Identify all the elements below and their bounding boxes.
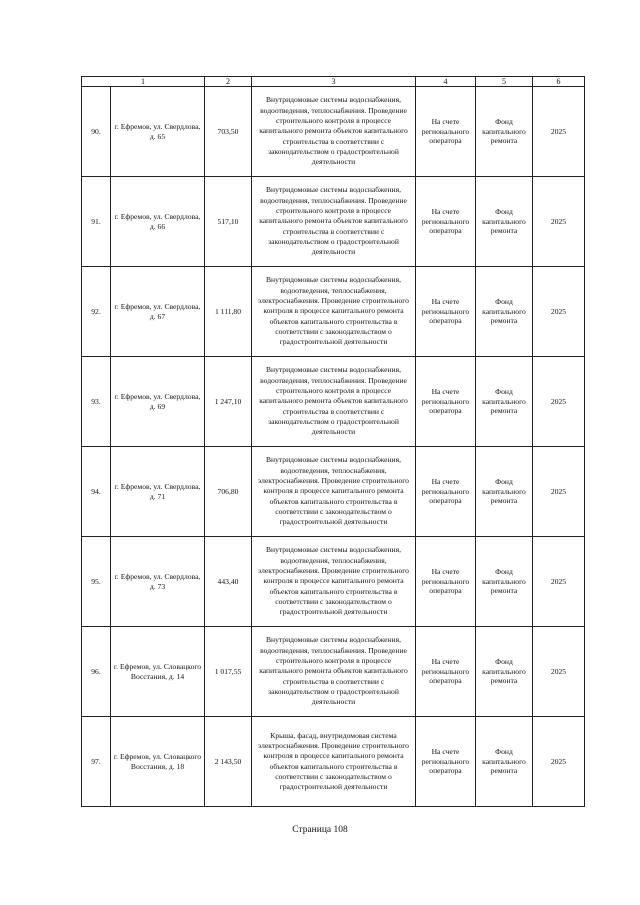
table-row: [82, 537, 585, 627]
works-cell: Внутридомовые системы водоснабжения, водоотведения, теплоснабжения. Проведение строительного контроля в процессе капитального ремонта объектов капитального строительства в соответствии с законодательством о градостроительной деятельности: [252, 177, 416, 267]
row-number: 95.: [82, 537, 111, 627]
area-cell: 706,80: [205, 447, 252, 537]
table-body: [82, 87, 585, 807]
area-cell: 1 017,55: [205, 627, 252, 717]
account-cell: На счете регионального оператора: [416, 627, 476, 717]
area-cell: 1 247,10: [205, 357, 252, 447]
header-col-5: 5: [476, 77, 533, 87]
table-row: [82, 447, 585, 537]
year-cell: 2025: [533, 177, 585, 267]
row-number: 91.: [82, 177, 111, 267]
source-cell: Фонд капитального ремонта: [476, 87, 533, 177]
header-col-1: 1: [82, 77, 205, 87]
works-cell: Внутридомовые системы водоснабжения, водоотведения, теплоснабжения, электроснабжения. Проведение строительного контроля в процессе капитального ремонта объектов капитального строительства в соответствии с законодательством о градостроительной деятельности: [252, 267, 416, 357]
area-cell: 703,50: [205, 87, 252, 177]
row-number: 96.: [82, 627, 111, 717]
row-number: 93.: [82, 357, 111, 447]
address-cell: г. Ефремов, ул. Свердлова, д. 73: [111, 537, 205, 627]
source-cell: Фонд капитального ремонта: [476, 717, 533, 807]
account-cell: На счете регионального оператора: [416, 537, 476, 627]
works-cell: Внутридомовые системы водоснабжения, водоотведения, теплоснабжения, электроснабжения. Проведение строительного контроля в процессе капитального ремонта объектов капитального строительства в соответствии с законодательством о градостроительной деятельности: [252, 537, 416, 627]
source-cell: Фонд капитального ремонта: [476, 177, 533, 267]
source-cell: Фонд капитального ремонта: [476, 447, 533, 537]
table-row: [82, 627, 585, 717]
year-cell: 2025: [533, 267, 585, 357]
area-cell: 517,10: [205, 177, 252, 267]
table-header: [82, 77, 585, 87]
address-cell: г. Ефремов, ул. Словацкого Восстания, д. 14: [111, 627, 205, 717]
account-cell: На счете регионального оператора: [416, 447, 476, 537]
address-cell: г. Ефремов, ул. Свердлова, д. 65: [111, 87, 205, 177]
address-cell: г. Ефремов, ул. Словацкого Восстания, д. 18: [111, 717, 205, 807]
year-cell: 2025: [533, 537, 585, 627]
account-cell: На счете регионального оператора: [416, 177, 476, 267]
source-cell: Фонд капитального ремонта: [476, 627, 533, 717]
area-cell: 2 143,50: [205, 717, 252, 807]
works-cell: Внутридомовые системы водоснабжения, водоотведения, теплоснабжения. Проведение строительного контроля в процессе капитального ремонта объектов капитального строительства в соответствии с законодательством о градостроительной деятельности: [252, 627, 416, 717]
row-number: 97.: [82, 717, 111, 807]
row-number: 92.: [82, 267, 111, 357]
year-cell: 2025: [533, 447, 585, 537]
year-cell: 2025: [533, 357, 585, 447]
address-cell: г. Ефремов, ул. Свердлова, д. 66: [111, 177, 205, 267]
works-cell: Внутридомовые системы водоснабжения, водоотведения, теплоснабжения. Проведение строительного контроля в процессе капитального ремонта объектов капитального строительства в соответствии с законодательством о градостроительной деятельности: [252, 357, 416, 447]
account-cell: На счете регионального оператора: [416, 267, 476, 357]
account-cell: На счете регионального оператора: [416, 357, 476, 447]
account-cell: На счете регионального оператора: [416, 87, 476, 177]
source-cell: Фонд капитального ремонта: [476, 357, 533, 447]
header-col-4: 4: [416, 77, 476, 87]
header-col-2: 2: [205, 77, 252, 87]
account-cell: На счете регионального оператора: [416, 717, 476, 807]
page-number: Страница 108: [292, 825, 348, 835]
works-cell: Внутридомовые системы водоснабжения, водоотведения, теплоснабжения, электроснабжения. Проведение строительного контроля в процессе капитального ремонта объектов капитального строительства в соответствии с законодательством о градостроительной деятельности: [252, 447, 416, 537]
header-col-3: 3: [252, 77, 416, 87]
year-cell: 2025: [533, 627, 585, 717]
works-cell: Внутридомовые системы водоснабжения, водоотведения, теплоснабжения. Проведение строительного контроля в процессе капитального ремонта объектов капитального строительства в соответствии с законодательством о градостроительной деятельности: [252, 87, 416, 177]
repair-program-table: [81, 76, 585, 807]
header-col-6: 6: [533, 77, 585, 87]
table-row: [82, 357, 585, 447]
table-row: [82, 87, 585, 177]
source-cell: Фонд капитального ремонта: [476, 537, 533, 627]
address-cell: г. Ефремов, ул. Свердлова, д. 67: [111, 267, 205, 357]
address-cell: г. Ефремов, ул. Свердлова, д. 71: [111, 447, 205, 537]
address-cell: г. Ефремов, ул. Свердлова, д. 69: [111, 357, 205, 447]
source-cell: Фонд капитального ремонта: [476, 267, 533, 357]
area-cell: 443,40: [205, 537, 252, 627]
row-number: 94.: [82, 447, 111, 537]
header-row: [82, 77, 585, 87]
row-number: 90.: [82, 87, 111, 177]
works-cell: Крыша, фасад, внутридомовая система электроснабжения. Проведение строительного контроля в процессе капитального ремонта объектов капитального строительства в соответствии с законодательством о градостроительной деятельности: [252, 717, 416, 807]
table-row: [82, 717, 585, 807]
table-row: [82, 267, 585, 357]
year-cell: 2025: [533, 717, 585, 807]
year-cell: 2025: [533, 87, 585, 177]
area-cell: 1 111,80: [205, 267, 252, 357]
table-row: [82, 177, 585, 267]
